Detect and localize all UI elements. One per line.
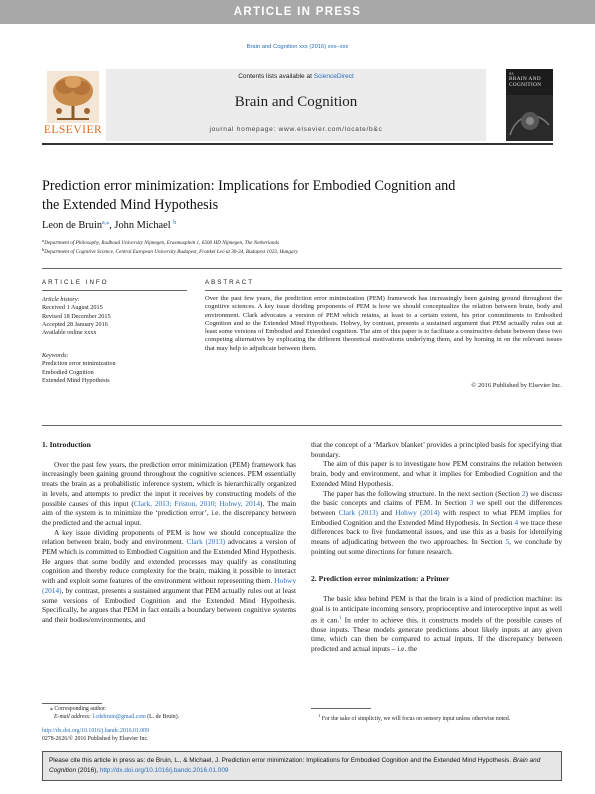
history-item: Received 1 August 2015: [42, 304, 103, 312]
author-name: , John Michael: [109, 220, 171, 231]
history-item: Accepted 28 January 2016: [42, 320, 108, 328]
sciencedirect-link[interactable]: ScienceDirect: [313, 73, 354, 80]
cover-volume-number: 93: [509, 71, 514, 76]
abstract-bottom-divider: [42, 425, 562, 426]
affiliation-b: [42, 247, 298, 255]
journal-title: Brain and Cognition: [234, 94, 358, 110]
keyword-item: Extended Mind Hypothesis: [42, 376, 110, 384]
paragraph: that the concept of a ‘Markov blanket’ provides a principled basis for specifying that boundary.: [311, 440, 562, 459]
email-note: [54, 714, 179, 722]
article-info-divider: [42, 290, 187, 291]
citation-link[interactable]: Hohwy (2014): [395, 507, 440, 517]
header-divider: [42, 268, 562, 269]
section-heading: 2. Prediction error minimization: a Primer: [311, 574, 450, 584]
history-item: Revised 18 December 2015: [42, 312, 111, 320]
footnote-marker: 1: [318, 713, 321, 718]
affiliation-a: [42, 238, 279, 246]
paragraph: The paper has the following structure. In the next section (Section 2) we discuss the basic concepts and claims of PEM. In Section 3 we spell out the differences between Clark (2013) and Hohwy (2014) with respect to what PEM implies for Embodied Cognition and the Extended Mind Hypothesis. In Section 4 we trace these differences back to five fundamental issues, and use this as a basis for identifying means of adjudicating between the two approaches. In Section 5, we conclude by pointing out some directions for future research.: [311, 488, 563, 556]
section-link[interactable]: 4: [514, 517, 519, 527]
article-in-press-banner: [0, 0, 595, 24]
abstract-label: ABSTRACT: [205, 279, 255, 286]
paragraph: Over the past few years, the prediction error minimization (PEM) framework has increasingly been gaining ground throughout the cognitive sciences. PEM essentially treats the brain as a probabilistic inference system, which is hierarchically organized in levels, and attempts to predict the input it receives by constructing models of the possible causes of this input (Clark, 2013; Friston, 2010; Hohwy, 2014). The main aim of the system is to minimize the ‘prediction error’, i.e. the discrepancy between the predicted and the actual input.: [42, 459, 297, 527]
history-label: Article history:: [42, 296, 80, 303]
keywords: [42, 352, 116, 385]
paragraph: A key issue dividing proponents of PEM is how we should conceptualize the relation between brain, body and environment. Clark (2013) advocates a version of PEM which is committed to Embodied Cognition and the Extended Mind Hypothesis. He argues that some bodily and extended processes may qualify as constituting cognition and thereby reduce complexity for the brain, making it possible to interact with and exploit some features of the environment without representing them. Hohwy (2014), by contrast, presents a sustained argument that PEM actually rules out at least some versions of Embodied Cognition and the Extended Mind Hypothesis. Specifically, he argues that PEM in fact entails a boundary between cognitive systems and their bodies/environments, and: [42, 527, 296, 624]
citation-box: [42, 751, 562, 781]
citation-journal: Brain and Cognition: [49, 757, 541, 774]
article-info-label: ARTICLE INFO: [42, 279, 109, 286]
citation-link[interactable]: Clark (2013): [186, 537, 226, 547]
paragraph: The aim of this paper is to investigate how PEM constrains the relation between brain, body and environment, and what it implies for Embodied Cognition and the Extended Mind Hypothesis.: [311, 459, 562, 488]
author-name: Leon de Bruin: [42, 220, 103, 231]
article-history: [42, 296, 111, 337]
article-title-line1: Prediction error minimization: Implications for Embodied Cognition and: [42, 178, 456, 194]
elsevier-tree-icon: [47, 71, 99, 123]
email-label: E-mail address:: [54, 714, 93, 720]
section-link[interactable]: 3: [469, 498, 474, 508]
masthead-divider: [42, 143, 553, 145]
history-item: Available online xxxx: [42, 329, 97, 337]
affiliation-marker: a: [42, 238, 45, 243]
right-column: [311, 440, 562, 654]
keyword-item: Embodied Cognition: [42, 368, 94, 376]
footnote-text: For the sake of simplicity, we will focus on sensory input unless otherwise noted.: [321, 715, 511, 722]
abstract-copyright: © 2016 Published by Elsevier Inc.: [471, 382, 562, 389]
article-title: [42, 177, 542, 215]
citation-link[interactable]: Clark (2013): [338, 507, 378, 517]
author-affiliation-link[interactable]: b: [173, 220, 177, 226]
email-link[interactable]: l.cdebruin@gmail.com: [92, 714, 146, 720]
footnote-link[interactable]: 1: [339, 615, 342, 621]
left-column: [42, 440, 296, 625]
elsevier-logo: [42, 69, 104, 141]
contents-prefix: Contents lists available at: [238, 73, 314, 80]
abstract-divider: [205, 290, 562, 291]
section-heading: 1. Introduction: [42, 440, 91, 449]
citation-link[interactable]: Clark, 2013; Friston, 2010; Hohwy, 2014: [133, 498, 261, 508]
email-suffix: (L. de Bruin).: [145, 714, 180, 720]
abstract-text: Over the past few years, the prediction error minimization (PEM) framework has increasingly been gaining ground throughout the cognitive sciences. A key issue dividing proponents of PEM is how we should conceptualize the relation between brain, body and environment. Clark advocates a version of PEM which retains, at least to a certain extent, his prior commitments to Embodied Cognition and to the Extended Mind Hypothesis. Hohwy, by contrast, presents a sustained argument that PEM actually rules out at least some versions of Embodied and Extended cognition. The aim of this paper is to facilitate a constructive debate between these two competing alternatives by explicating the different theoretical motivations underlying them, and by homing in on the relevant issues that may help to adjudicate between them.: [205, 295, 562, 352]
citation-link[interactable]: Hohwy (2014): [42, 576, 296, 595]
journal-reference-link[interactable]: Brain and Cognition xxx (2016) xxx–xxx: [246, 44, 349, 50]
cover-art-image: [506, 95, 553, 141]
keywords-label: Keywords:: [42, 352, 69, 359]
doi-link[interactable]: http://dx.doi.org/10.1016/j.bandc.2016.01.009: [42, 728, 149, 734]
journal-info-box: [106, 69, 486, 141]
issn-line: 0278-2626/© 2016 Published by Elsevier Inc.: [42, 736, 149, 742]
elsevier-wordmark: ELSEVIER: [43, 124, 103, 136]
footnote-1: [318, 712, 563, 724]
paragraph: The basic idea behind PEM is that the brain is a kind of prediction machine: its goal is to anticipate incoming sensory, proprioceptive and interoceptive input as well as it can.$^1$ In order to achieve this, it constructs models of the possible causes of those inputs. These models generate predictions about likely inputs at any given time, which can then be compared to actual inputs. If the discrepancy between predicted and actual inputs – i.e. the: [311, 594, 562, 654]
corresponding-author-note: ⁎ Corresponding author.: [50, 706, 107, 712]
author-affiliation-link[interactable]: a,⁎: [102, 220, 110, 226]
keyword-item: Prediction error minimization: [42, 360, 116, 368]
affiliation-text: Department of Philosophy, Radboud University Nijmegen, Erasmusplein 1, 6500 HD Nijmegen, The Netherlands: [44, 240, 280, 246]
citation-prefix: Please cite this article in press as: de Bruin, L., & Michael, J. Prediction error minimization: Implications for Embodied Cognition and the Extended Mind Hypothesis.: [49, 757, 513, 764]
affiliation-marker: b: [42, 247, 45, 252]
journal-masthead: [42, 69, 553, 144]
citation-year: (2016),: [76, 766, 100, 774]
author-list: [42, 219, 176, 231]
article-title-line2: the Extended Mind Hypothesis: [42, 197, 219, 213]
banner-text: ARTICLE IN PRESS: [233, 6, 362, 18]
contents-line: [106, 73, 486, 80]
journal-cover-thumbnail: [506, 69, 553, 141]
cover-title: BRAIN AND COGNITION: [509, 76, 542, 88]
footnote-divider: [42, 703, 102, 704]
section-link[interactable]: 2: [521, 488, 526, 498]
citation-doi-link[interactable]: http://dx.doi.org/10.1016/j.bandc.2016.01.009: [99, 766, 229, 774]
footnote-divider: [311, 708, 371, 709]
journal-homepage-link[interactable]: journal homepage: www.elsevier.com/locate/b&c: [209, 126, 383, 133]
affiliation-text: Department of Cognitive Science, Central European University Budapest, Frankel Leó út 30-34, Budapest 1023, Hungary: [44, 249, 298, 255]
section-link[interactable]: 5: [505, 537, 510, 547]
